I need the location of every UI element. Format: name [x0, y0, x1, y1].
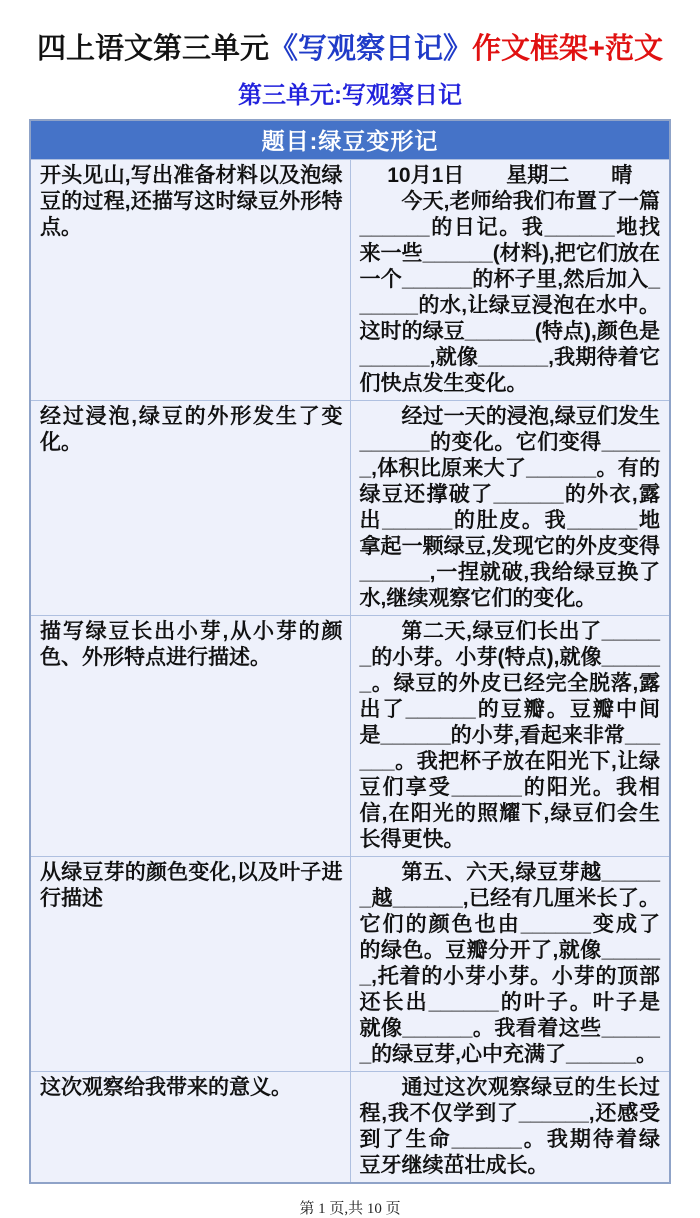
guide-text: 开头见山,写出准备材料以及泡绿豆的过程,还描写这时绿豆外形特点。 — [40, 164, 343, 240]
page-title — [0, 30, 700, 69]
guide-cell — [30, 616, 350, 857]
title-segment-unit: 四上语文第三单元 — [37, 33, 270, 65]
content-cell — [350, 1072, 670, 1184]
worksheet-table — [29, 119, 671, 1184]
title-segment-topic: 《写观察日记》 — [269, 33, 473, 65]
guide-cell — [30, 401, 350, 616]
table-row — [30, 857, 670, 1072]
guide-cell — [30, 160, 350, 401]
diary-text: 今天,老师给我们布置了一篇______的日记。我______地找来一些______(材料),把它们放在一个______的杯子里,然后加入______的水,让绿豆浸泡在水中。这时的绿豆______(特点),颜色是______,就像______,我期待着它们快点发生变化。 — [359, 190, 660, 396]
table-row — [30, 1072, 670, 1184]
page-number: 第 1 页,共 10 页 — [299, 1201, 401, 1218]
content-cell — [350, 857, 670, 1072]
table-row — [30, 616, 670, 857]
diary-text: 第二天,绿豆们长出了______的小芽。小芽(特点),就像______。绿豆的外皮已经完全脱落,露出了______的豆瓣。豆瓣中间是______的小芽,看起来非常______。我把杯子放在阳光下,让绿豆们享受______的阳光。我相信,在阳光的照耀下,绿豆们会生长得更快。 — [359, 620, 660, 852]
page-subtitle: 第三单元:写观察日记 — [238, 82, 462, 110]
diary-text: 第五、六天,绿豆芽越______越______,已经有几厘米长了。它们的颜色也由______变成了的绿色。豆瓣分开了,就像______,托着的小芽小芽。小芽的顶部还长出______的叶子。叶子是就像______。我看着这些______的绿豆芽,心中充满了______。 — [359, 861, 660, 1067]
guide-text: 这次观察给我带来的意义。 — [40, 1076, 292, 1100]
content-cell — [350, 160, 670, 401]
guide-text: 描写绿豆长出小芽,从小芽的颜色、外形特点进行描述。 — [40, 620, 343, 670]
diary-text: 通过这次观察绿豆的生长过程,我不仅学到了______,还感受到了生命______。我期待着绿豆牙继续茁壮成长。 — [359, 1076, 660, 1178]
guide-cell — [30, 857, 350, 1072]
table-row — [30, 401, 670, 616]
guide-text: 从绿豆芽的颜色变化,以及叶子进行描述 — [40, 861, 343, 911]
diary-text: 经过一天的浸泡,绿豆们发生______的变化。它们变得______,体积比原来大了______。有的绿豆还撑破了______的外衣,露出______的肚皮。我______地拿起一颗绿豆,发现它的外皮变得______,一捏就破,我给绿豆换了水,继续观察它们的变化。 — [359, 405, 660, 611]
title-segment-type: 作文框架+范文 — [472, 33, 663, 65]
table-title: 题目:绿豆变形记 — [30, 120, 670, 160]
diary-dateline: 10月1日 星期二 晴 — [387, 164, 633, 188]
content-cell — [350, 616, 670, 857]
guide-text: 经过浸泡,绿豆的外形发生了变化。 — [40, 405, 343, 455]
guide-cell — [30, 1072, 350, 1184]
table-row — [30, 160, 670, 401]
table-title-row — [30, 120, 670, 160]
content-cell — [350, 401, 670, 616]
